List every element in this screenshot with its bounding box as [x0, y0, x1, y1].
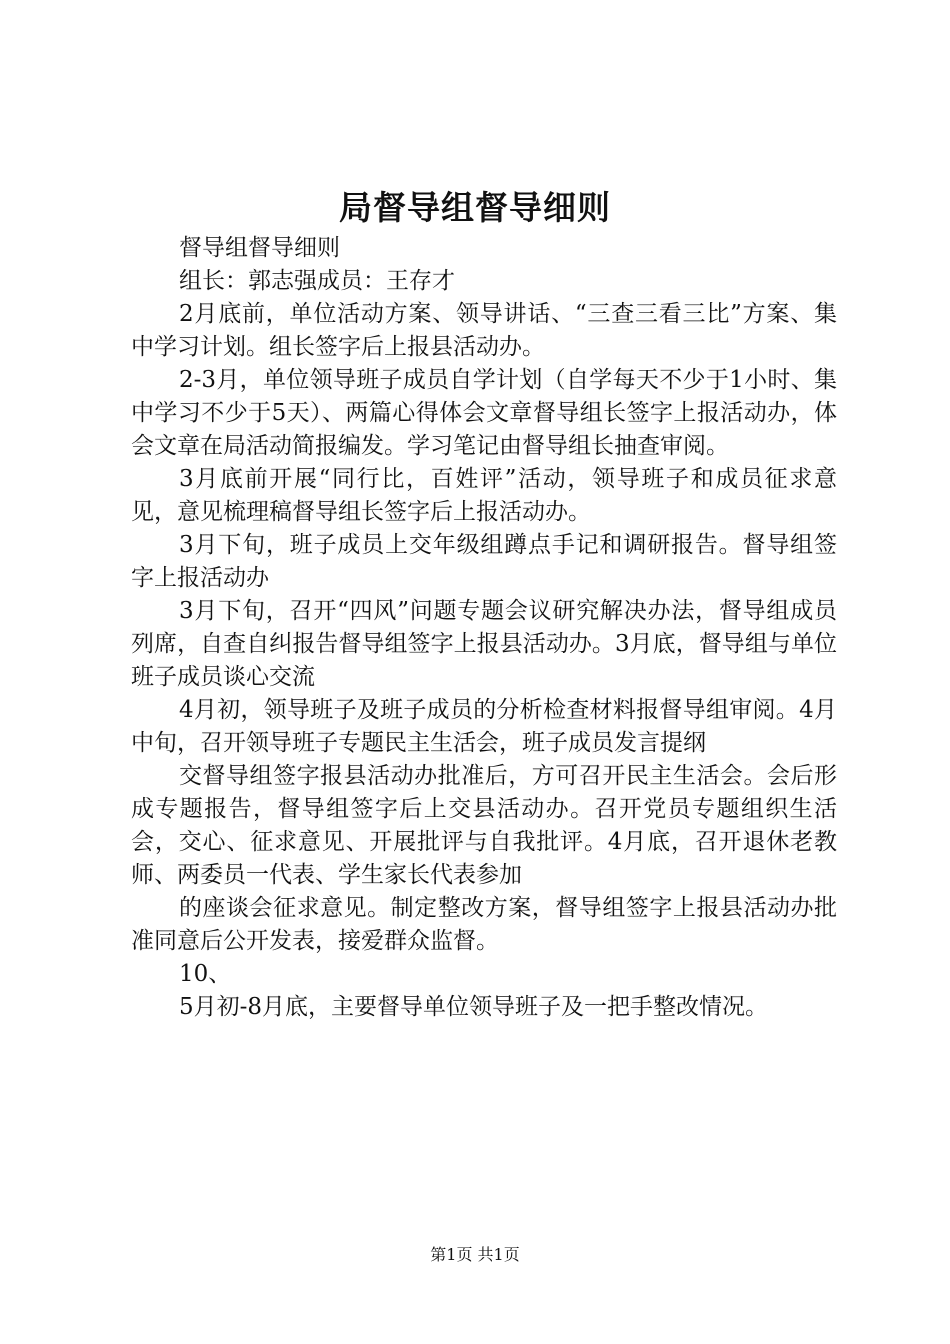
paragraph: 10、: [179, 961, 232, 987]
document-title: 局督导组督导细则: [339, 188, 611, 227]
paragraph: 交督导组签字报县活动办批准后，方可召开民主生活会。会后形成专题报告，督导组签字后上交县活动办。召开党员专题组织生活会，交心、征求意见、开展批评与自我批评。4月底，召开退休老教师、两委员一代表、学生家长代表参加: [131, 763, 837, 888]
paragraph: 2月底前，单位活动方案、领导讲话、“三查三看三比”方案、集中学习计划。组长签字后上报县活动办。: [131, 301, 837, 360]
paragraph: 2-3月，单位领导班子成员自学计划（自学每天不少于1小时、集中学习不少于5天）、两篇心得体会文章督导组长签字上报活动办，体会文章在局活动简报编发。学习笔记由督导组长抽查审阅。: [131, 367, 837, 459]
page-footer: 第1页 共1页: [430, 1245, 520, 1264]
paragraph: 的座谈会征求意见。制定整改方案，督导组签字上报县活动办批准同意后公开发表，接爱群众监督。: [131, 895, 837, 954]
paragraph: 督导组督导细则: [179, 235, 340, 261]
paragraph: 组长：郭志强成员：王存才: [179, 268, 455, 294]
paragraph: 4月初，领导班子及班子成员的分析检查材料报督导组审阅。4月中旬，召开领导班子专题民主生活会，班子成员发言提纲: [131, 697, 837, 756]
paragraph: 3月下旬，班子成员上交年级组蹲点手记和调研报告。督导组签字上报活动办: [131, 532, 837, 591]
document-body: [131, 232, 837, 1024]
paragraph: 3月下旬，召开“四风”问题专题会议研究解决办法，督导组成员列席，自查自纠报告督导组签字上报县活动办。3月底，督导组与单位班子成员谈心交流: [131, 598, 837, 690]
paragraph: 5月初-8月底，主要督导单位领导班子及一把手整改情况。: [179, 994, 769, 1020]
paragraph: 3月底前开展“同行比，百姓评”活动，领导班子和成员征求意见，意见梳理稿督导组长签字后上报活动办。: [131, 466, 837, 525]
